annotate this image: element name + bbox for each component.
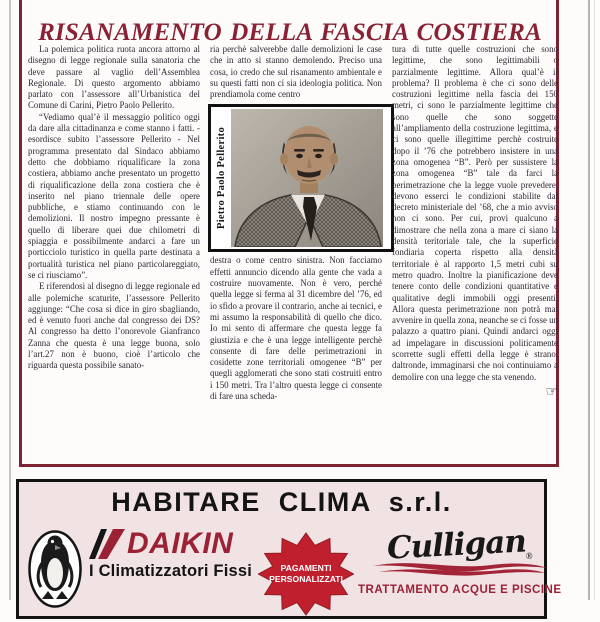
portrait-photo [208,104,394,252]
paragraph: ria perchè salverebbe dalle demolizioni le case che in atto si stanno demolendo. Preciso una cosa, io credo che sul risanamento ambientale e su questi fatti non ci sia ideologia politica. Non prendiamola come centro [210,44,382,100]
page-edge-right [588,0,590,600]
paragraph: destra o come centro sinistra. Non facciamo effetti annuncio dicendo alla gente che vada a costruire nuovamente. Non è vero, perché quella legge si ferma al 31 dicembre del ’76, ed io sfido a provare il contrario, anche ai tecnici, e mi assumo la responsabilità di quello che dico. Io mi sento di affermare che questa legge fa giustizia e che è una legge intelligente perchè consente di fare delle perimetrazioni in cosidette zone territoriali omogenee “B” per quegli agglomerati che sono stati costruiti entro i 150 metri. Tra l’altro questa legge ci consente di fare una scheda- [210,255,382,402]
culligan-logo [358,523,562,597]
payments-badge [258,531,354,622]
paragraph: tura di tutte quelle costruzioni che sono legittime, che sono legittimabili o parzialmente legittime. Allora qual’è il problema? Il problema è che ci sono delle costruzioni legittime nella fascia dei 150 metri, ci sono le parzialmente legittime che sono quelle che sono soggette all’ampliamento della costruzione legittima, e ci sono quelle illegittime perchè costruite dopo il ’76 che potrebbero insistere in una zona omogenea “B”. Però per sussistere la zona omogenea “B” tale da farci la perimetrazione che la legge vuole prevedere, devono esserci le condizioni stabilite dal decreto ministeriale del ’68, che a mio avviso non ci sono. Per cui, provi qualcuno a dimostrare che nella zona a mare ci siano la densità teritoriale tale, che la superficie fondiaria coperta rispetto alla densità territoriale è al rapporto 1,5 metri cubi su metro quadro. Inoltre la pianificazione deve tenere conto delle condizioni quantitative e qualitative degli immobili oggi presenti. Allora questa perimetrazione non potrà mai avvenire in quella zona, neanche se ci fosse un palazzo a quattro piani. Quindi andarci oggi ad impelagare in discussioni politicamente scorrette sugli effetti della legge è strano, daltronde, immaginarsi che noi continuiamo a demolire con una legge che sta venendo. [392,44,558,382]
daikin-logo-mark-icon [89,529,125,559]
culligan-tagline: TRATTAMENTO ACQUE E PISCINE [358,584,562,597]
page-edge-left [9,0,11,600]
photo-caption: Pietro Paolo Pellerito [213,109,231,247]
portrait-man-illustration [231,109,383,247]
portrait-image [231,109,389,247]
ad-logo-row [25,523,562,622]
ad-box [16,479,562,619]
daikin-tagline: I Climatizzatori Fissi [89,562,253,580]
badge-line-2: PERSONALIZZATI [269,574,343,584]
article-column-1 [28,44,200,372]
paragraph: E riferendosi al disegno di legge regionale ed alle polemiche scaturite, l’assessore Pellerito aggiunge: “Che cosa si dice in giro sbagliando, ed è venuto fuori anche dal congresso dei DS? Al congresso ha detto l’onorevole Gianfranco Zanna che questa è una legge buona, solo l’art.27 non è buono, cioè l’articolo che riguarda questa possibile sanato- [28,281,200,371]
daikin-logo [89,529,252,581]
pointer-hand-icon: ☞ [545,383,558,400]
badge-line-1: PAGAMENTI [280,563,332,573]
paragraph: “Vediamo qual’è il messaggio politico oggi da dare alla cittadinanza e come stanno i fatti. - esordisce subito l’assessore Pellerito - Nel programma presentato dal Sindaco abbiamo detto che dobbiamo riqualificare la zona costiera, abbiamo anche presentato un progetto di riqualificazione della zona costiera che è inserito nel piano triennale delle opere pubbliche, e stiamo continuando con le demolizioni. Il nostro impegno pressante è quello di liberare quei due chilometri di spiaggia e possibilmente andarci a fare un porticciolo turistico in quella parte destinata a portualità turistica nel piano particolareggiato, se ci riusciamo”. [28,111,200,280]
culligan-brand-name: Culligan [386,523,527,567]
daikin-brand-name: DAIKIN [127,527,234,560]
page-edge-right-outer [594,0,595,600]
paragraph: La polemica politica ruota ancora attorno al disegno di legge regionale sulla sanatoria che deve passare al vaglio dell’Assemblea Regionale. Di questo argomento abbiamo parlato con l’assessore all’Urbanistica del Comune di Carini, Pietro Paolo Pellerito. [28,44,200,111]
penguin-logo-icon [27,529,83,614]
article-column-2 [210,44,382,402]
article-headline: RISANAMENTO DELLA FASCIA COSTIERA [38,18,542,46]
registered-mark: ® [525,551,533,562]
ad-company-name: HABITARE CLIMA s.r.l. [111,487,452,517]
article-column-3 [392,44,558,399]
